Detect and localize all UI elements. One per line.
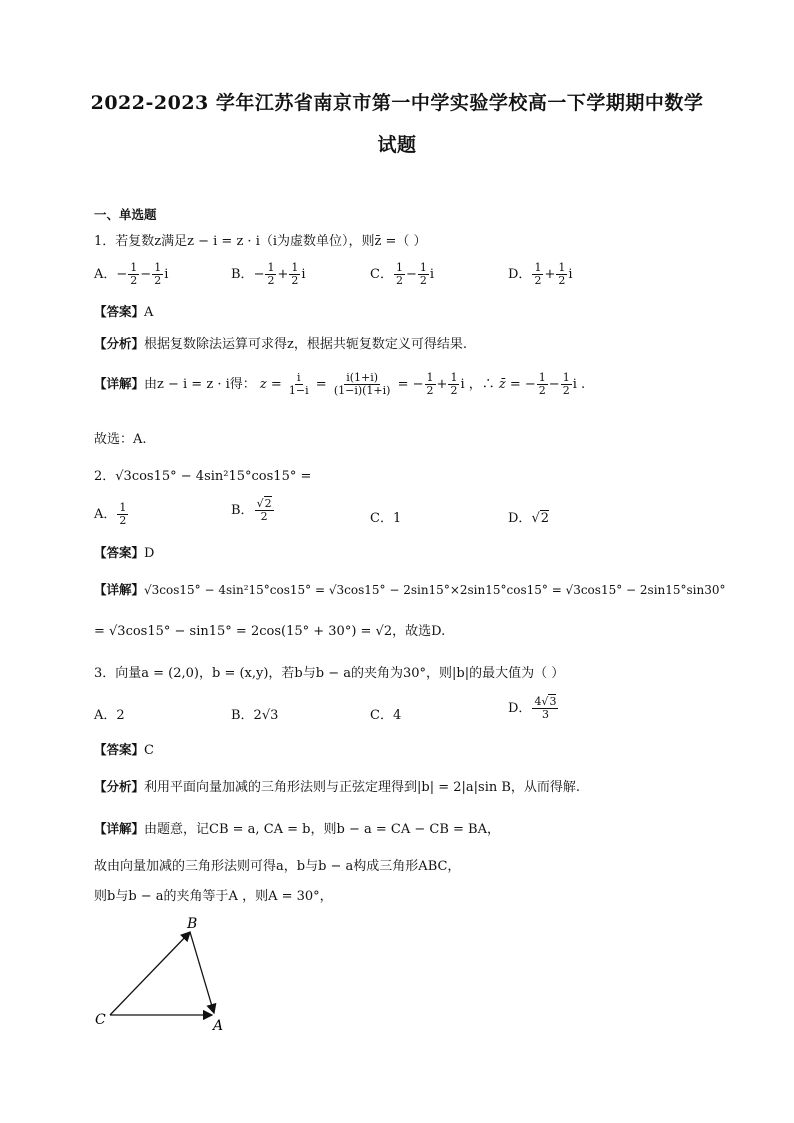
q1-analysis: 【分析】根据复数除法运算可求得z，根据共轭复数定义可得结果. xyxy=(94,336,467,352)
q1-conclusion: 故选：A. xyxy=(94,432,147,447)
q2-detail-line1: 【详解】√3cos15° − 4sin²15°cos15° = √3cos15° − 2sin15°×2sin15°cos15° = √3cos15° − 2sin15°sin30° xyxy=(94,582,726,597)
section-heading: 一、单选题 xyxy=(94,207,157,222)
q2-option-b: B． $\frac{√2}{2}$ xyxy=(231,497,272,523)
q3-answer: 【答案】C xyxy=(94,742,154,758)
q2-option-a: A． $\frac{1}{2}$ xyxy=(94,501,127,527)
q3-option-c: C．4 xyxy=(370,708,402,723)
vertex-label-c: C xyxy=(95,1012,106,1028)
q1-answer: 【答案】A xyxy=(94,304,154,320)
q3-detail-line1: 【详解】由题意，记CB = a, CA = b，则b − a = CA − CB = BA， xyxy=(94,821,500,837)
q3-detail-line2: 故由向量加减的三角形法则可得a，b与b − a构成三角形ABC， xyxy=(94,859,461,874)
q1-option-d: D． $\frac{1}{2}$ + $\frac{1}{2}$ i xyxy=(508,261,573,287)
q2-option-c: C．1 xyxy=(370,511,402,526)
q2-answer: 【答案】D xyxy=(94,545,155,561)
triangle-figure xyxy=(90,912,250,1042)
q1-option-b: B．− $\frac{1}{2}$ + $\frac{1}{2}$ i xyxy=(231,261,306,287)
vertex-label-b: B xyxy=(187,916,198,932)
q3-option-a: A．2 xyxy=(94,708,125,723)
q3-option-d: D． $\frac{4√3}{3}$ xyxy=(508,695,557,721)
vector-ba xyxy=(190,932,214,1013)
q1-option-c: C． $\frac{1}{2}$ − $\frac{1}{2}$ i xyxy=(370,261,435,287)
q1-stem: 1．若复数z满足z − i = z · i（i为虚数单位），则z̄ =（ ） xyxy=(94,234,427,249)
q3-option-b: B．2√3 xyxy=(231,708,279,723)
q2-option-d: D．√2 xyxy=(508,511,550,526)
vertex-label-a: A xyxy=(213,1018,224,1034)
q2-stem: 2．√3cos15° − 4sin²15°cos15° = xyxy=(94,469,312,484)
q3-stem: 3．向量a = (2,0)，b = (x,y)，若b与b − a的夹角为30°，则|b|的最大值为（ ） xyxy=(94,666,565,681)
q2-detail-line2: = √3cos15° − sin15° = 2cos(15° + 30°) = √2，故选D. xyxy=(94,624,446,639)
q1-detail: 【详解】由z − i = z · i得： z = $\frac{i}{1-i}$ = $\frac{i(1+i)}{(1-i)(1+i)}$ = − $\frac{1}{2}$ + $\frac{1}{2}$ i ，∴ z̄ = − $\frac{1}{2}$ − $\frac{1}{2}$ i . xyxy=(94,371,586,397)
doc-title-line2: 试题 xyxy=(377,134,417,156)
q3-detail-line3: 则b与b − a的夹角等于A ，则A = 30°， xyxy=(94,889,333,904)
vector-cb xyxy=(110,932,190,1015)
q1-option-a: A．− $\frac{1}{2}$ − $\frac{1}{2}$ i xyxy=(94,261,169,287)
q3-analysis: 【分析】利用平面向量加减的三角形法则与正弦定理得到|b| = 2|a|sin B，从而得解. xyxy=(94,779,581,795)
doc-title-line1: 2022-2023 学年江苏省南京市第一中学实验学校高一下学期期中数学 xyxy=(90,92,704,114)
